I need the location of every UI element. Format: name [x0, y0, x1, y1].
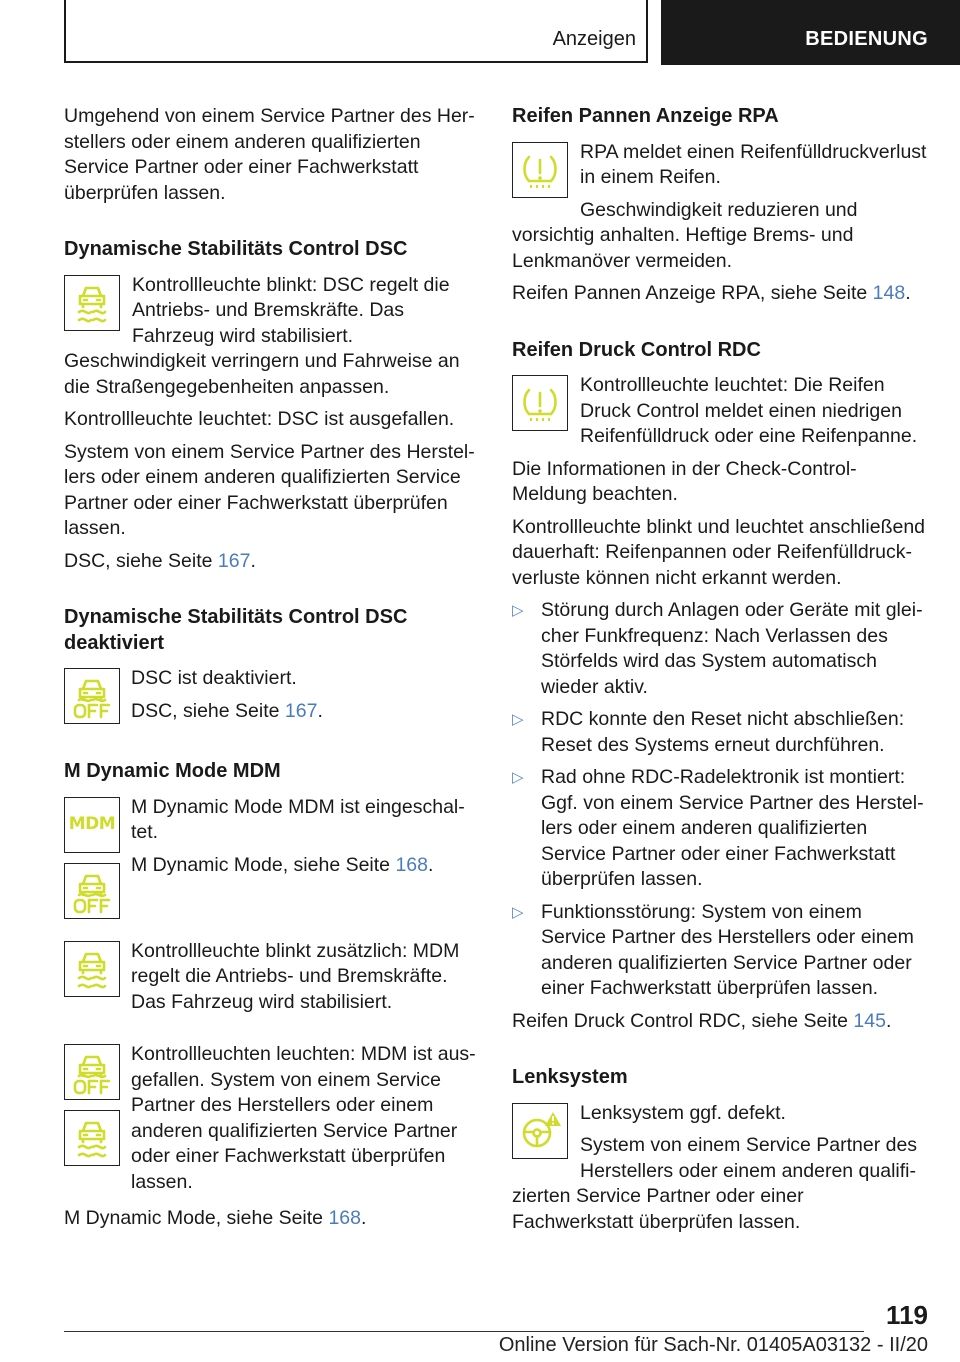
dsc-off-icon [64, 863, 120, 919]
dsc-text-3: System von einem Service Partner des Herstellers oder einem anderen qualifizierten Service Partner oder einer Fachwerkstatt überprüfen lassen. [64, 440, 475, 539]
rpa-text-2: Geschwindigkeit reduzieren und vorsichtig anhalten. Heftige Brems- und Lenkmanöver vermeiden. [512, 198, 858, 272]
steering-text-1: Lenksystem ggf. defekt. [580, 1101, 786, 1124]
dsc-text-2: Kontrollleuchte leuchtet: DSC ist ausgefallen. [64, 408, 455, 430]
rdc-reference: Reifen Druck Control RDC, siehe Seite 145. [512, 1009, 892, 1032]
dsc-off-page-link[interactable]: 167 [284, 699, 318, 722]
triangle-bullet-icon: ▷ [512, 769, 524, 786]
mdm-ref1-label: M Dynamic Mode, siehe Seite [131, 853, 396, 876]
mdm-text-2: Kontrollleuchte blinkt zusätzlich: MDM regelt die Antriebs- und Bremskräfte. Das Fahrzeug wird stabilisiert. [131, 939, 460, 1013]
rpa-text-1: RPA meldet einen Reifenfülldruckverlust in einem Reifen. [580, 140, 927, 188]
dsc-off-reference: DSC, siehe Seite 167. [131, 699, 323, 722]
dsc-ref-label: DSC, siehe Seite [64, 549, 218, 572]
mdm-entry [64, 795, 480, 919]
dsc-text-1: Kontrollleuchte blinkt: DSC regelt die Antriebs- und Bremskräfte. Das Fahrzeug wird stabilisiert. Geschwindigkeit verringern und Fahrweise an die Straßengegebenheiten anpassen. [64, 273, 460, 398]
rdc-bullet-text: Rad ohne RDC-Radelektronik ist montiert: Ggf. von einem Service Partner des Herstellers oder einem anderen qualifizierten Service Partner oder einer Fachwerkstatt überprüfen lassen. [541, 766, 924, 890]
rdc-text-1: Kontrollleuchte leuchtet: Die Reifen Druck Control meldet einen niedrigen Reifenfülldruck oder eine Reifenpanne. [580, 374, 918, 447]
rpa-ref-label: Reifen Pannen Anzeige RPA, siehe Seite [512, 282, 873, 304]
left-column [64, 104, 480, 1239]
triangle-bullet-icon: ▷ [512, 903, 524, 921]
footer-online-version: Online Version für Sach-Nr. 01405A03132 - II/20 [498, 1334, 928, 1356]
mdm-ref2-label: M Dynamic Mode, siehe Seite [64, 1207, 329, 1229]
rdc-bullet-list [512, 598, 930, 1002]
dsc-off-ref-label: DSC, siehe Seite [131, 699, 285, 722]
dsc-section [64, 273, 480, 575]
dsc-off-icon [64, 1044, 120, 1100]
dsc-page-link[interactable]: 167 [217, 549, 251, 572]
rdc-text-3: Kontrollleuchte blinkt und leuchtet anschließend dauerhaft: Reifenpannen oder Reifenfülldruckverluste können nicht erkannt werden. [512, 515, 926, 589]
list-item [512, 598, 930, 700]
rdc-bullet-text: RDC konnte den Reset nicht abschließen: Reset des Systems erneut durchführen. [541, 708, 905, 756]
rdc-bullet-text: Funktionsstörung: System von einem Service Partner des Herstellers oder einem anderen qualifizierten Service Partner oder einer Fachwerkstatt überprüfen lassen. [541, 900, 914, 999]
rpa-reference: Reifen Pannen Anzeige RPA, siehe Seite 148. [512, 282, 911, 304]
rdc-bullet-text: Störung durch Anlagen oder Geräte mit gleicher Funkfrequenz: Nach Verlassen des Störfelds wird das System automatisch wieder aktiv. [541, 599, 923, 698]
tire-pressure-warning-icon [512, 375, 568, 431]
page-number: 119 [886, 1300, 928, 1330]
steering-heading: Lenksystem [512, 1066, 628, 1088]
rdc-text-2: Die Informationen in der Check-Control-Meldung beachten. [512, 457, 857, 505]
mdm-icon-label: MDM [68, 813, 116, 834]
rpa-page-link[interactable]: 148 [872, 282, 906, 304]
mdm-text-1: M Dynamic Mode MDM ist eingeschaltet. [131, 795, 465, 843]
list-item [512, 900, 930, 1002]
dsc-off-icon [64, 668, 120, 724]
footer-divider [64, 1331, 864, 1332]
steering-text-2: System von einem Service Partner des Herstellers oder einem anderen qualifizierten Service Partner oder einer Fachwerkstatt überprüfen lassen. [512, 1134, 918, 1233]
dsc-warning-icon [64, 1110, 120, 1166]
dsc-warning-icon [64, 275, 120, 331]
mdm-reference-1: M Dynamic Mode, siehe Seite 168. [131, 853, 434, 876]
intro-text: Umgehend von einem Service Partner des Herstellers oder einem anderen qualifizierten Service Partner oder einer Fachwerkstatt überprüfen lassen. [64, 105, 475, 204]
mdm-reference-2: M Dynamic Mode, siehe Seite 168. [64, 1207, 367, 1229]
steering-warning-icon [512, 1103, 568, 1159]
mdm-heading: M Dynamic Mode MDM [64, 760, 281, 782]
dsc-warning-icon [64, 941, 120, 997]
header-chapter-label: BEDIENUNG [805, 28, 928, 50]
mdm-page-link-1[interactable]: 168 [395, 853, 428, 876]
header-section-title: Anzeigen [552, 28, 636, 50]
rdc-page-link[interactable]: 145 [853, 1009, 886, 1032]
rpa-heading: Reifen Pannen Anzeige RPA [512, 105, 779, 127]
mdm-flash-entry [64, 939, 480, 1023]
triangle-bullet-icon: ▷ [512, 602, 524, 619]
triangle-bullet-icon: ▷ [512, 711, 524, 728]
mdm-icon [64, 797, 120, 853]
tire-pressure-warning-icon [512, 142, 568, 198]
rpa-section [512, 140, 930, 307]
rdc-ref-label: Reifen Druck Control RDC, siehe Seite [512, 1009, 854, 1032]
dsc-reference: DSC, siehe Seite 167. [64, 549, 256, 572]
mdm-failure-entry [64, 1042, 480, 1202]
rdc-section [512, 373, 930, 1034]
steering-section [512, 1101, 930, 1243]
dsc-off-text: DSC ist deaktiviert. [131, 667, 297, 689]
rdc-heading: Reifen Druck Control RDC [512, 338, 761, 361]
dsc-off-entry [64, 666, 480, 731]
list-item [512, 707, 930, 758]
mdm-text-3: Kontrollleuchten leuchten: MDM ist ausgefallen. System von einem Service Partner des Herstellers oder einem anderen qualifizierten Service Partner oder einer Fachwerkstatt überprüfen lassen. [131, 1043, 476, 1193]
list-item [512, 765, 930, 893]
dsc-heading: Dynamische Stabilitäts Control DSC [64, 238, 408, 260]
header-chapter-tab [661, 0, 960, 65]
right-column [512, 104, 930, 1242]
dsc-off-heading: Dynamische Stabilitäts Control DSC deaktiviert [64, 606, 408, 654]
mdm-page-link-2[interactable]: 168 [328, 1207, 361, 1229]
